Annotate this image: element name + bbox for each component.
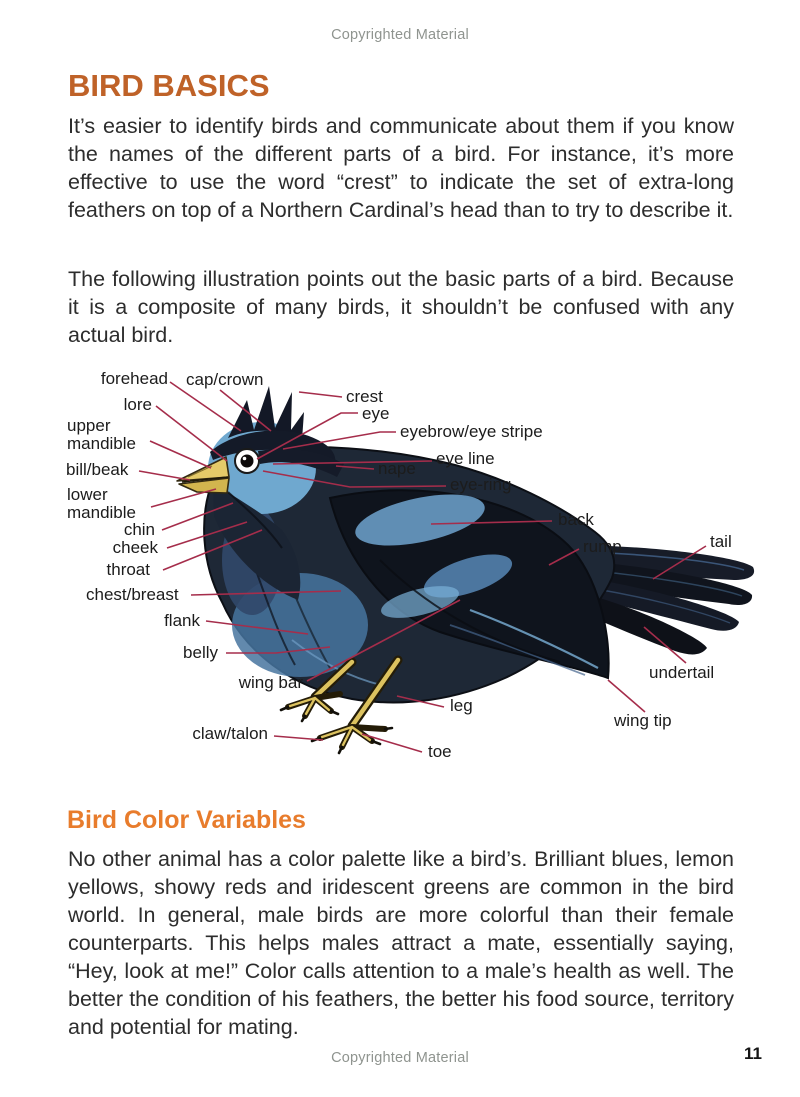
bird-beak <box>177 457 229 493</box>
paragraph-3: No other animal has a color palette like a bird’s. Brilliant blues, lemon yellows, showy reds and iridescent greens are common in the bird world. In general, male birds are more colorful than their female counterparts. This helps males attract a mate, essentially saying, “Hey, look at me!” Color calls attention to a male’s health as well. The better the condition of his feathers, the better his food source, territory and potential for mating. <box>68 847 734 1039</box>
diagram-label-claw-talon: claw/talon <box>192 724 268 743</box>
diagram-label-chest-breast: chest/breast <box>86 585 179 604</box>
diagram-label-bill-beak: bill/beak <box>66 460 129 479</box>
page-title: BIRD BASICS <box>68 68 270 103</box>
diagram-label-nape: nape <box>378 459 416 478</box>
diagram-label-leg: leg <box>450 696 473 715</box>
diagram-label-flank: flank <box>164 611 200 630</box>
diagram-label-eye: eye <box>362 404 390 423</box>
diagram-label-rump: rump <box>583 537 622 556</box>
diagram-label-back: back <box>558 510 594 529</box>
section-title: Bird Color Variables <box>67 806 306 834</box>
diagram-label-undertail: undertail <box>649 663 715 682</box>
diagram-label-chin: chin <box>123 520 155 539</box>
diagram-label-throat: throat <box>106 560 150 579</box>
diagram-label-eye-line: eye line <box>436 449 495 468</box>
paragraph-1: It’s easier to identify birds and communicate about them if you know the names of the different parts of a bird. For instance, it’s more effective to use the word “crest” to indicate the set of extra-long feathers on top of a Northern Cardinal’s head than to try to describe it. <box>68 114 734 222</box>
diagram-label-upper-mandible: upper mandible <box>67 416 136 453</box>
diagram-label-wing-tip: wing tip <box>614 711 672 730</box>
diagram-label-toe: toe <box>428 742 452 761</box>
page-number: 11 <box>744 1044 762 1063</box>
copyright-notice-bottom: Copyrighted Material <box>331 1050 469 1066</box>
diagram-label-crest: crest <box>346 387 383 406</box>
diagram-label-belly: belly <box>183 643 218 662</box>
diagram-label-tail: tail <box>710 532 732 551</box>
paragraph-2: The following illustration points out the basic parts of a bird. Because it is a composite of many birds, it shouldn’t be confused with any actual bird. <box>68 267 734 347</box>
diagram-label-eyebrow-eye-stripe: eyebrow/eye stripe <box>400 422 543 441</box>
diagram-label-lower-mandible: lower mandible <box>67 485 136 522</box>
copyright-notice-top: Copyrighted Material <box>331 27 469 43</box>
diagram-label-forehead: forehead <box>100 369 168 388</box>
diagram-label-cap-crown: cap/crown <box>186 370 264 389</box>
diagram-label-cheek: cheek <box>112 538 158 557</box>
diagram-label-wing-bar: wing bar <box>238 673 303 692</box>
diagram-label-eye-ring: eye-ring <box>450 475 512 494</box>
diagram-label-lore: lore <box>123 395 152 414</box>
